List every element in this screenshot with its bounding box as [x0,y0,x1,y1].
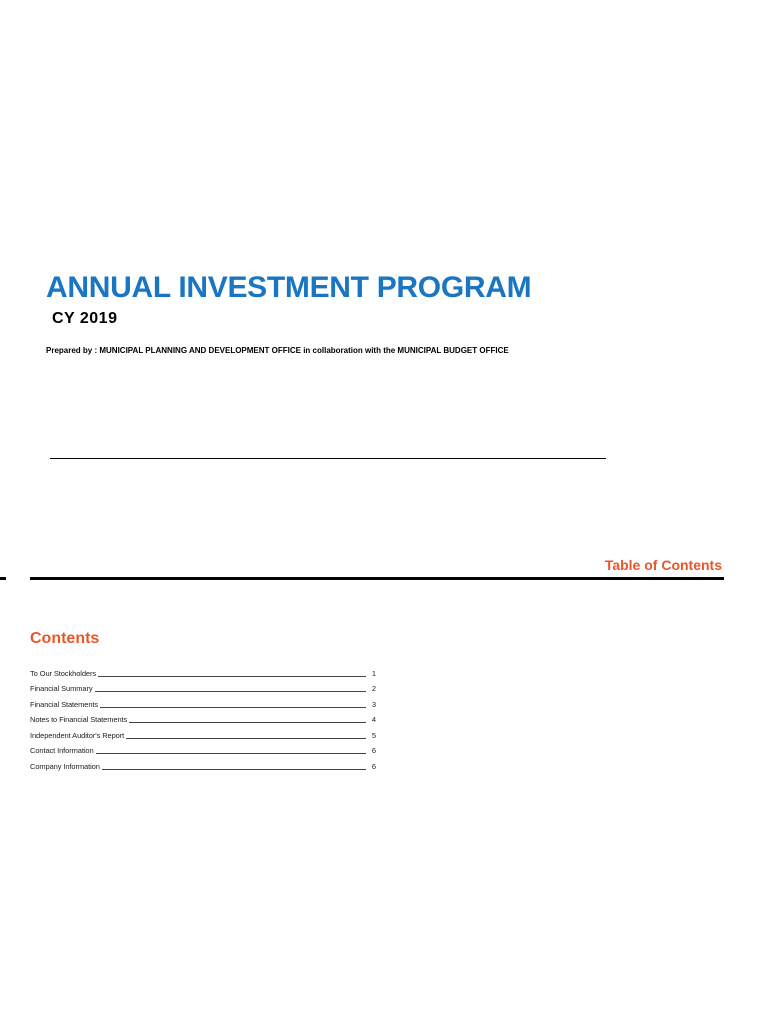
section-rule [30,577,724,580]
toc-item[interactable] [30,709,376,725]
toc-item-page: 4 [371,715,376,724]
toc-item-page: 5 [371,730,376,740]
document-subtitle: CY 2019 [52,310,118,327]
contents-heading: Contents [30,630,100,647]
toc-item[interactable] [30,740,376,756]
toc-item[interactable] [30,662,376,678]
toc-item[interactable] [30,678,376,694]
toc-item-label: Financial Summary [30,684,93,693]
toc-leader-line [98,675,366,677]
toc-item-label: Company Information [30,761,100,771]
toc-item-label: To Our Stockholders [30,668,97,678]
toc-item-page: 2 [371,684,376,693]
toc-item-label: Contact Information [30,746,94,755]
toc-item[interactable] [30,693,376,709]
toc-list [30,662,376,771]
table-of-contents-heading: Table of Contents [604,557,722,573]
toc-item[interactable] [30,755,376,771]
toc-leader-line [129,721,366,723]
document-title: ANNUAL INVESTMENT PROGRAM [46,271,532,304]
toc-item-page: 6 [371,761,376,771]
toc-leader-line [95,690,367,692]
toc-item[interactable] [30,724,376,740]
toc-item-label: Notes to Financial Statements [30,715,128,724]
prepared-by-line: Prepared by : MUNICIPAL PLANNING AND DEVELOPMENT OFFICE in collaboration with the MUNICIPAL BUDGET OFFICE [46,346,509,355]
toc-item-label: Financial Statements [30,699,99,709]
toc-leader-line [102,768,366,770]
toc-leader-line [100,706,366,708]
toc-leader-line [96,752,366,754]
toc-leader-line [126,737,366,739]
section-rule-stub [0,577,6,580]
cover-divider [50,458,606,459]
toc-item-page: 3 [371,699,376,709]
toc-item-page: 6 [371,746,376,755]
toc-item-page: 1 [371,668,376,678]
toc-item-label: Independent Auditor's Report [30,730,125,740]
